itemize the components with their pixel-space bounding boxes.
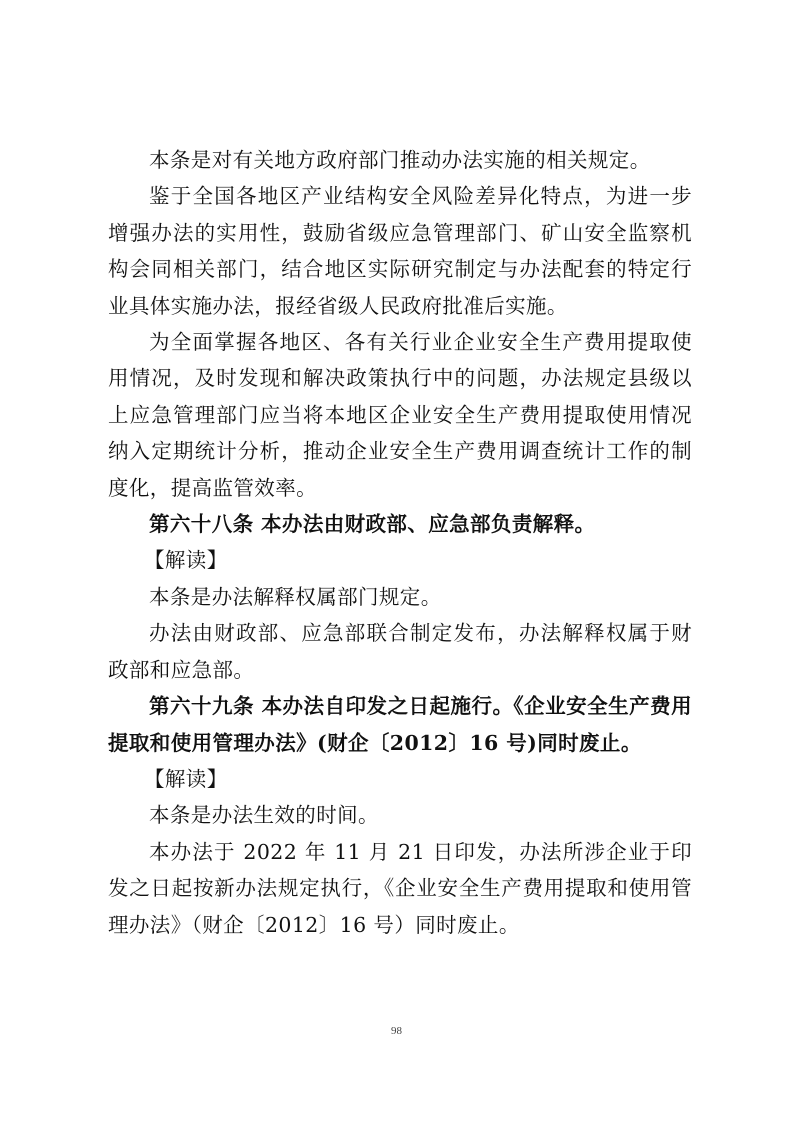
page-body: [108, 142, 692, 943]
paragraph-issuance-date: 本办法于 2022 年 11 月 21 日印发，办法所涉企业于印发之日起按新办法规定执行，《企业安全生产费用提取和使用管理办法》（财企〔2012〕16 号）同时废止。: [108, 839, 692, 937]
page-number: 98: [391, 1025, 402, 1037]
interpretation-label: 【解读】: [144, 548, 228, 573]
paragraph-effective-time: 本条是办法生效的时间。: [149, 803, 379, 828]
interpretation-label: 【解读】: [144, 766, 228, 791]
article-69-heading: 第六十九条 本办法自印发之日起施行。《企业安全生产费用提取和使用管理办法》(财企〔2012〕16 号)同时废止。: [108, 694, 692, 755]
paragraph-local-implementation: 本条是对有关地方政府部门推动办法实施的相关规定。: [149, 148, 651, 172]
paragraph-statistics-supervision: 为全面掌握各地区、各有关行业企业安全生产费用提取使用情况，及时发现和解决政策执行中的问题，办法规定县级以上应急管理部门应当将本地区企业安全生产费用提取使用情况纳入定期统计分析，推动企业安全生产费用调查统计工作的制度化，提高监管效率。: [108, 330, 692, 500]
paragraph-industry-specific-measures: 鉴于全国各地区产业结构安全风险差异化特点，为进一步增强办法的实用性，鼓励省级应急管理部门、矿山安全监察机构会同相关部门，结合地区实际研究制定与办法配套的特定行业具体实施办法，报经省级人民政府批准后实施。: [108, 184, 692, 318]
article-68-heading: 第六十八条 本办法由财政部、应急部负责解释。: [149, 512, 596, 537]
paragraph-joint-issuance: 办法由财政部、应急部联合制定发布，办法解释权属于财政部和应急部。: [108, 621, 692, 682]
paragraph-interpretation-authority: 本条是办法解释权属部门规定。: [149, 584, 442, 609]
